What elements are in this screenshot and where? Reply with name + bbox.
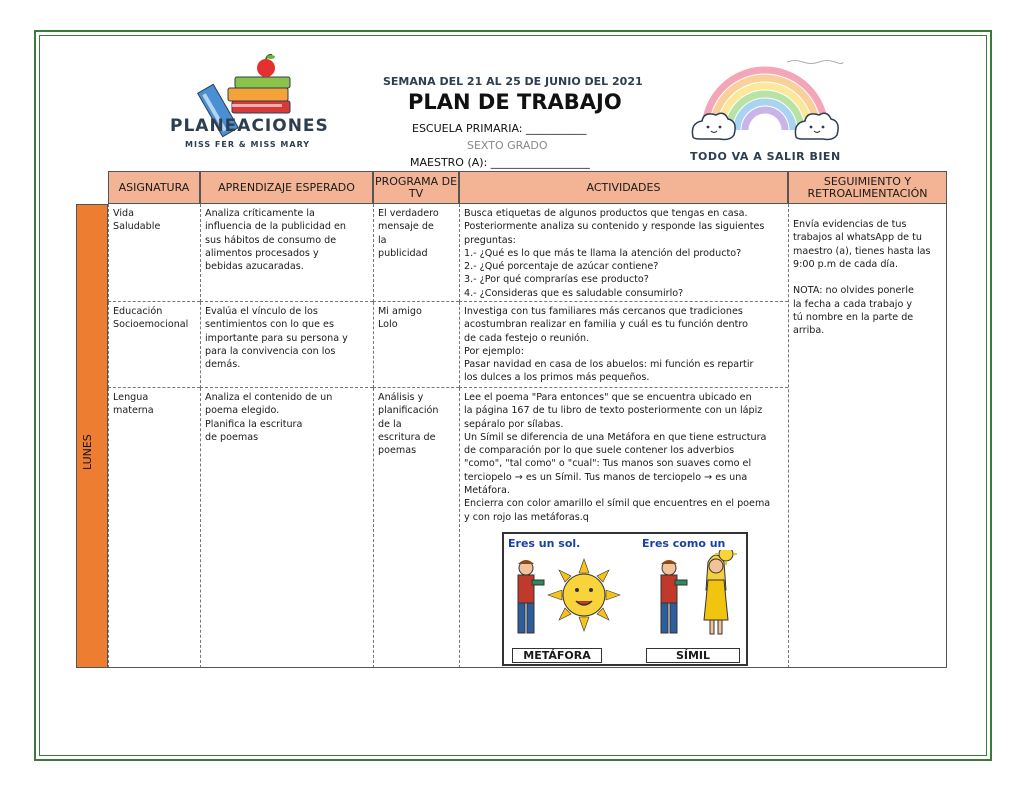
text-line: arriba. bbox=[793, 325, 825, 337]
text-line: Socioemocional bbox=[113, 319, 189, 331]
text-line: Saludable bbox=[113, 221, 161, 233]
row1-activities bbox=[459, 204, 788, 302]
followup-cell bbox=[788, 204, 947, 668]
text-line: "como", "tal como" o "cual": Tus manos son suaves como el bbox=[464, 458, 752, 470]
logo-subtitle: MISS FER & MISS MARY bbox=[185, 140, 311, 149]
page-title: PLAN DE TRABAJO bbox=[408, 90, 622, 114]
label-metaphor: METÁFORA bbox=[512, 648, 602, 663]
text-line: y con rojo las metáforas.q bbox=[464, 511, 589, 523]
text-line: Encierra con color amarillo el símil que encuentres en el poema bbox=[464, 498, 771, 510]
text-line: sus hábitos de consumo de bbox=[205, 234, 337, 246]
text-line: demás. bbox=[205, 359, 241, 371]
day-label: LUNES bbox=[81, 434, 94, 470]
text-line: planificación bbox=[378, 405, 439, 417]
text-line: Analiza el contenido de un bbox=[205, 392, 333, 403]
text-line: terciopelo → es un Símil. Tus manos de terciopelo → es una bbox=[464, 471, 748, 483]
label-simile: SÍMIL bbox=[646, 648, 740, 663]
text-line: Lee el poema "Para entonces" que se encuentra ubicado en bbox=[464, 392, 752, 403]
text-line: mensaje de bbox=[378, 221, 434, 233]
metaphor-simile-illustration bbox=[502, 532, 748, 666]
week-range: SEMANA DEL 21 AL 25 DE JUNIO DEL 2021 bbox=[383, 75, 643, 88]
text-line: importante para su persona y bbox=[205, 332, 348, 344]
plan-table bbox=[76, 171, 947, 668]
day-cell bbox=[76, 204, 108, 668]
text-line: Busca etiquetas de algunos productos que tengas en casa. bbox=[464, 208, 748, 219]
text-line: bebidas azucaradas. bbox=[205, 261, 304, 273]
row2-activities bbox=[459, 302, 788, 388]
text-line: Por ejemplo: bbox=[464, 345, 524, 357]
text-line: preguntas: bbox=[464, 234, 516, 246]
text-line: la página 167 de tu libro de texto posteriormente con un lápiz bbox=[464, 405, 763, 417]
row1-tv bbox=[373, 204, 459, 302]
text-line: publicidad bbox=[378, 247, 428, 259]
text-line: los dulces a los primos más pequeños. bbox=[464, 372, 650, 384]
text-line: El verdadero bbox=[378, 208, 439, 219]
text-line: Investiga con tus familiares más cercanos que tradiciones bbox=[464, 306, 743, 317]
grade-label: SEXTO GRADO bbox=[467, 139, 548, 152]
text-line: alimentos procesados y bbox=[205, 247, 319, 259]
text-line: escritura de bbox=[378, 431, 436, 443]
logo-title: PLANEACIONES bbox=[170, 116, 329, 136]
header-blank-cell bbox=[76, 171, 108, 205]
text-line: tú nombre en la parte de bbox=[793, 312, 914, 324]
teacher-field: MAESTRO (A): __________________ bbox=[410, 156, 590, 169]
school-field: ESCUELA PRIMARIA: ___________ bbox=[412, 122, 587, 135]
text-line: Metáfora. bbox=[464, 485, 510, 497]
text-line: Un Símil se diferencia de una Metáfora en que tiene estructura bbox=[464, 431, 767, 443]
text-line: materna bbox=[113, 405, 154, 417]
text-line: de cada festejo o reunión. bbox=[464, 332, 590, 344]
text-line: Vida bbox=[113, 208, 134, 219]
text-line: 4.- ¿Consideras que es saludable consumirlo? bbox=[464, 287, 684, 299]
text-line: Mi amigo bbox=[378, 306, 422, 317]
slogan: TODO VA A SALIR BIEN bbox=[690, 150, 841, 163]
text-line: NOTA: no olvides ponerle bbox=[793, 285, 914, 297]
text-line: Posteriormente analiza su contenido y responde las siguientes bbox=[464, 221, 765, 233]
row1-learning bbox=[200, 204, 373, 302]
rainbow-clouds-icon bbox=[690, 55, 840, 150]
text-line: de la bbox=[378, 418, 402, 430]
text-line: Lengua bbox=[113, 392, 149, 403]
text-line: Evalúa el vínculo de los bbox=[205, 306, 318, 317]
illustration-text-right: Eres como un bbox=[642, 537, 726, 550]
text-line: Análisis y bbox=[378, 392, 424, 403]
text-line: acostumbran realizar en familia y cuál es tu función dentro bbox=[464, 319, 748, 331]
text-line: para la convivencia con los bbox=[205, 345, 336, 357]
row2-learning bbox=[200, 302, 373, 388]
text-line: trabajos al whatsApp de tu bbox=[793, 232, 922, 244]
text-line: sepáralo por sílabas. bbox=[464, 418, 564, 430]
text-line: Analiza críticamente la bbox=[205, 208, 315, 219]
cartoon-figures-icon bbox=[504, 550, 746, 648]
text-line bbox=[793, 271, 942, 284]
books-logo-icon bbox=[160, 52, 340, 152]
col-header-tv: PROGRAMA DE TV bbox=[373, 171, 459, 204]
text-line: Envía evidencias de tus bbox=[793, 219, 907, 230]
text-line: Pasar navidad en casa de los abuelos: mi función es repartir bbox=[464, 359, 754, 371]
text-line: 9:00 p.m de cada día. bbox=[793, 258, 899, 270]
text-line: sentimientos con lo que es bbox=[205, 319, 334, 331]
row2-tv bbox=[373, 302, 459, 388]
text-line: 3.- ¿Por qué comprarías ese producto? bbox=[464, 274, 649, 286]
row3-subject bbox=[108, 388, 200, 668]
text-line: 1.- ¿Qué es lo que más te llama la atención del producto? bbox=[464, 247, 742, 259]
row3-learning bbox=[200, 388, 373, 668]
col-header-subject: ASIGNATURA bbox=[108, 171, 200, 204]
row3-tv bbox=[373, 388, 459, 668]
text-line: 2.- ¿Qué porcentaje de azúcar contiene? bbox=[464, 261, 659, 273]
text-line: Lolo bbox=[378, 319, 398, 331]
text-line: poema elegido. bbox=[205, 405, 280, 417]
text-line: poemas bbox=[378, 445, 417, 457]
text-line: de poemas bbox=[205, 431, 259, 443]
table-bottom-rule bbox=[76, 667, 947, 668]
text-line: la fecha a cada trabajo y bbox=[793, 298, 913, 310]
text-line: maestro (a), tienes hasta las bbox=[793, 245, 931, 257]
col-header-learning: APRENDIZAJE ESPERADO bbox=[200, 171, 373, 204]
text-line: la bbox=[378, 234, 387, 246]
text-line: Planifica la escritura bbox=[205, 418, 303, 430]
row1-subject bbox=[108, 204, 200, 302]
row2-subject bbox=[108, 302, 200, 388]
col-header-followup: SEGUIMIENTO Y RETROALIMENTACIÓN bbox=[788, 171, 947, 204]
text-line: Educación bbox=[113, 306, 163, 317]
text-line: influencia de la publicidad en bbox=[205, 221, 346, 233]
illustration-text-left: Eres un sol. bbox=[508, 537, 581, 550]
col-header-activities: ACTIVIDADES bbox=[459, 171, 788, 204]
text-line: de comparación por lo que suele contener los adverbios bbox=[464, 445, 735, 457]
